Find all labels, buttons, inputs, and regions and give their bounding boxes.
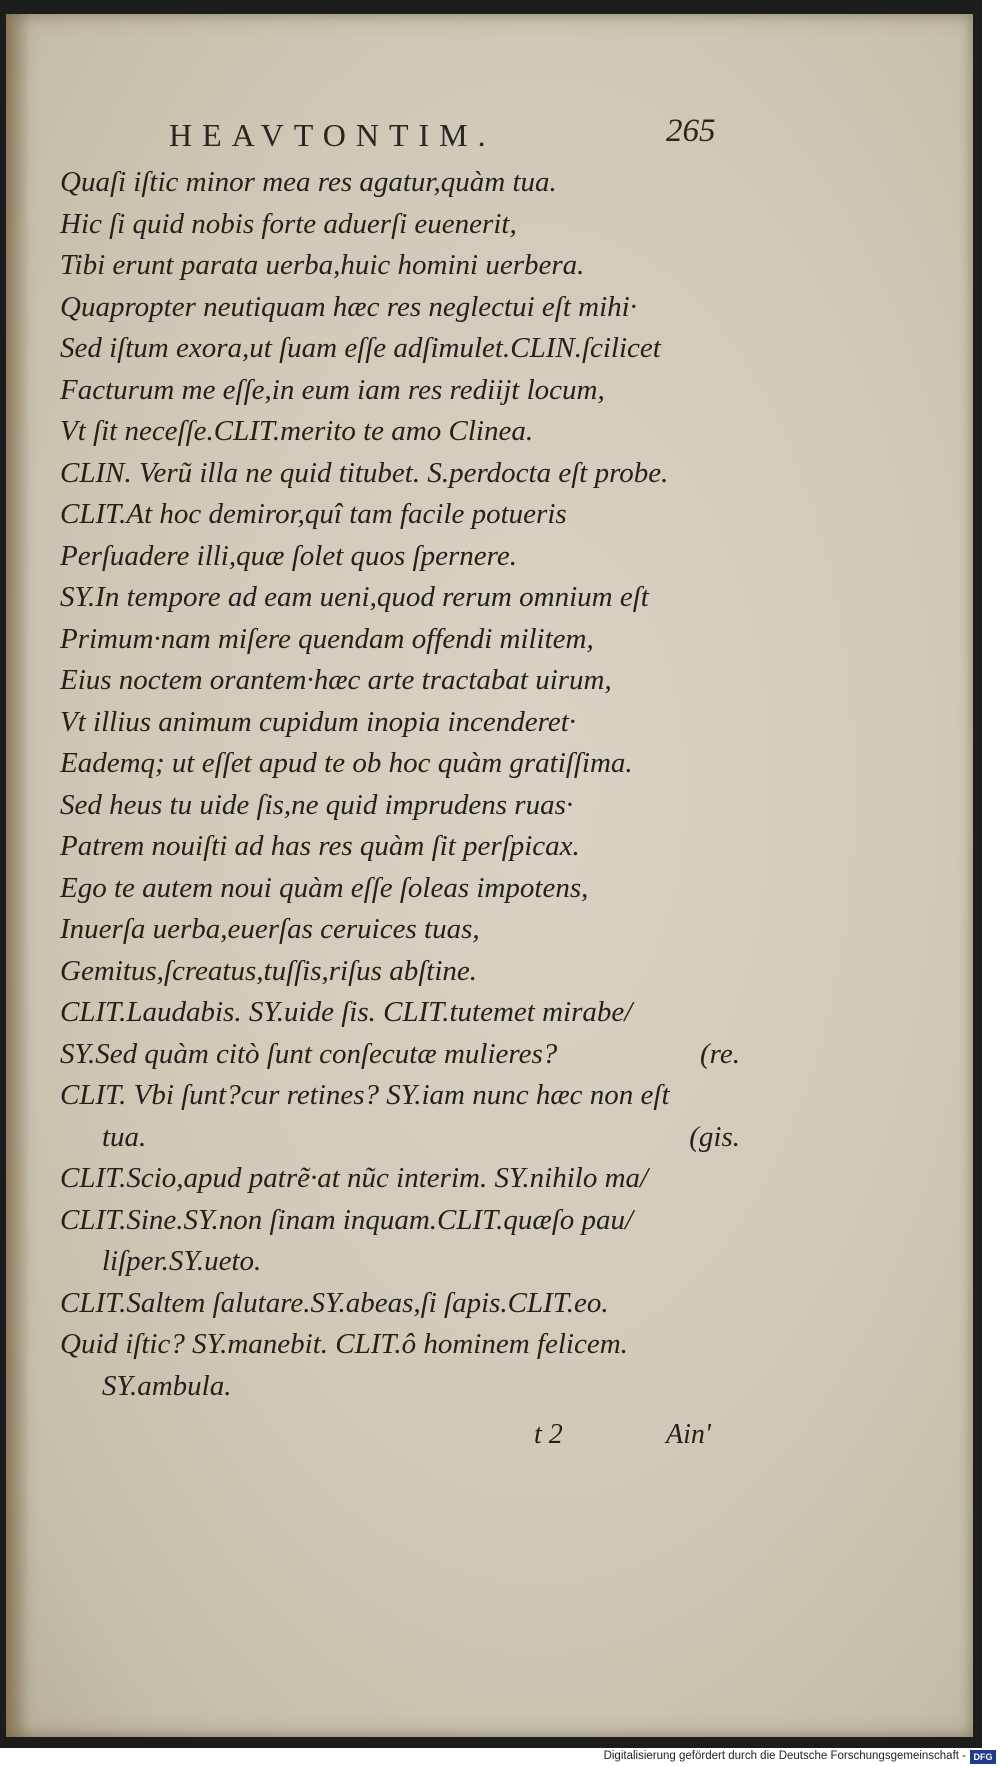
verse-line <box>60 1200 740 1242</box>
verse-line <box>60 245 740 287</box>
verse-line-text: Sed iſtum exora,ut ſuam eſſe adſimulet.CLIN.ſcilicet <box>60 332 661 364</box>
verse-line-text: CLIT.At hoc demiror,quî tam facile potueris <box>60 498 567 530</box>
verse-line-text: Sed heus tu uide ſis,ne quid imprudens ruas· <box>60 788 574 821</box>
verse-line <box>60 204 740 246</box>
verse-line-text: Eademq; ut eſſet apud te ob hoc quàm gratiſſima. <box>60 747 633 779</box>
verse-line <box>60 951 740 993</box>
signature-mark: t 2 <box>534 1419 563 1450</box>
verse-line <box>60 660 740 702</box>
verse-line <box>60 1158 740 1200</box>
funding-credit: Digitalisierung gefördert durch die Deutsche Forschungsgemeinschaft - <box>603 1750 966 1762</box>
verse-line <box>60 619 740 661</box>
verse-line-text: liſper.SY.ueto. <box>102 1245 262 1277</box>
digitization-footer <box>0 1748 1000 1767</box>
verse-line-text: Gemitus,ſcreatus,tuſſis,riſus abſtine. <box>60 954 478 987</box>
verse-line <box>60 1283 740 1325</box>
verse-line <box>60 494 740 536</box>
dfg-logo: DFG <box>970 1750 996 1764</box>
catchword: Ain' <box>666 1419 711 1450</box>
verse-line <box>60 909 740 951</box>
verse-line <box>60 370 740 412</box>
verse-line-text: SY.In tempore ad eam ueni,quod rerum omnium eſt <box>60 581 649 613</box>
verse-line-text: Quaſi iſtic minor mea res agatur,quàm tua. <box>60 166 557 198</box>
verse-line-text: CLIT.Sine.SY.non ſinam inquam.CLIT.quæſo pau/ <box>60 1203 634 1236</box>
verse-line-turnover: (re. <box>700 1037 740 1070</box>
verse-line-text: Perſuadere illi,quæ ſolet quos ſpernere. <box>60 539 517 572</box>
verse-line-text: Vt illius animum cupidum inopia incenderet· <box>60 705 577 738</box>
verse-line-text: Facturum me eſſe,in eum iam res rediijt locum, <box>60 373 605 406</box>
book-page <box>6 14 973 1737</box>
verse-line-text: Inuerſa uerba,euerſas ceruices tuas, <box>60 913 480 945</box>
verse-line <box>60 162 740 204</box>
verse-line-text: Tibi erunt parata uerba,huic homini uerbera. <box>60 249 585 281</box>
verse-line <box>60 702 740 744</box>
verse-line <box>60 577 740 619</box>
verse-line-text: CLIT.Scio,apud patrẽ·at nũc interim. SY.nihilo ma/ <box>60 1162 649 1194</box>
verse-line-text: Primum·nam miſere quendam offendi militem, <box>60 622 594 655</box>
verse-line <box>60 1324 740 1366</box>
verse-line <box>60 1241 740 1283</box>
verse-line <box>60 1366 740 1408</box>
verse-line-text: Eius noctem orantem·hæc arte tractabat uirum, <box>60 664 612 696</box>
page-gutter-shadow <box>6 14 30 1737</box>
running-title: HEAVTONTIM. <box>169 117 496 153</box>
verse-line <box>60 992 740 1034</box>
verse-line-text: tua. <box>102 1120 147 1153</box>
page-number: 265 <box>666 113 716 149</box>
verse-line-text: Patrem nouiſti ad has res quàm ſit perſpicax. <box>60 830 580 862</box>
verse-line-text: Vt ſit neceſſe.CLIT.merito te amo Clinea. <box>60 415 534 447</box>
verse-line <box>60 1075 740 1117</box>
verse-line <box>60 536 740 578</box>
verse-line-text: SY.Sed quàm citò ſunt conſecutæ mulieres? <box>60 1037 558 1070</box>
verse-line <box>60 826 740 868</box>
verse-line-text: Quapropter neutiquam hæc res neglectui eſt mihi· <box>60 290 637 323</box>
verse-line <box>60 328 740 370</box>
page-header <box>6 109 973 159</box>
verse-line <box>60 453 740 495</box>
verse-line-turnover: (gis. <box>689 1120 740 1153</box>
verse-line-text: CLIT.Laudabis. SY.uide ſis. CLIT.tutemet mirabe/ <box>60 996 633 1028</box>
verse-line-text: CLIT. Vbi ſunt?cur retines? SY.iam nunc hæc non eſt <box>60 1079 670 1111</box>
verse-line <box>60 287 740 329</box>
verse-line <box>60 743 740 785</box>
verse-line-text: Ego te autem noui quàm eſſe ſoleas impotens, <box>60 871 589 904</box>
verse-line-text: CLIT.Saltem ſalutare.SY.abeas,ſi ſapis.CLIT.eo. <box>60 1286 609 1319</box>
verse-line <box>60 1034 740 1076</box>
verse-line <box>60 1117 740 1159</box>
verse-lines <box>60 162 740 1407</box>
verse-line <box>60 868 740 910</box>
verse-line-text: CLIN. Verũ illa ne quid titubet. S.perdocta eſt probe. <box>60 456 669 489</box>
verse-line-text: Quid iſtic? SY.manebit. CLIT.ô hominem felicem. <box>60 1328 628 1360</box>
verse-line-text: SY.ambula. <box>102 1369 232 1402</box>
catchline <box>6 1419 973 1459</box>
verse-line-text: Hic ſi quid nobis forte aduerſi euenerit, <box>60 207 517 240</box>
verse-line <box>60 411 740 453</box>
verse-line <box>60 785 740 827</box>
